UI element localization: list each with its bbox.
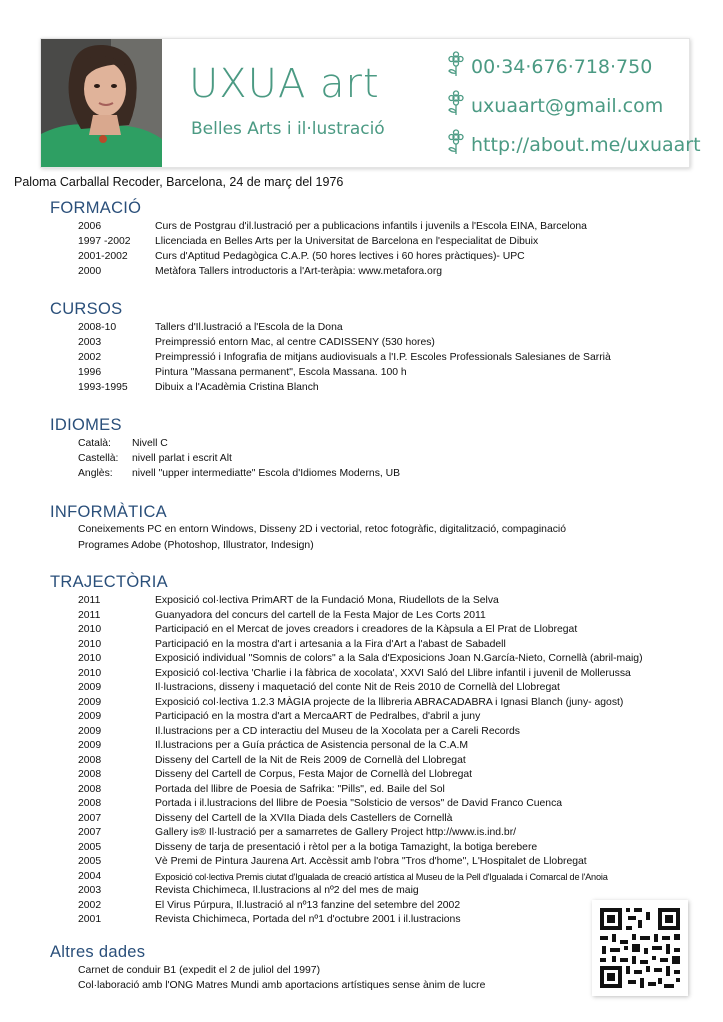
- item-year: 2008: [78, 783, 102, 795]
- item-text: Participació en el Mercat de joves creadors i creadores de la Kàpsula a El Prat de Llobregat: [155, 624, 578, 635]
- item-year: 2004: [78, 870, 102, 882]
- email-link[interactable]: uxuaart@gmail.com: [471, 94, 664, 117]
- item-year: 2007: [78, 827, 102, 838]
- item-year: 1996: [78, 367, 102, 378]
- language-level: Nivell C: [132, 438, 168, 449]
- item-text: Curs d'Aptitud Pedagògica C.A.P. (50 hores lectives i 60 hores pràctiques)- UPC: [155, 251, 525, 262]
- item-year: 2002: [78, 352, 102, 363]
- item-text: Portada del llibre de Poesia de Safrika: "Pills", ed. Baile del Sol: [155, 783, 445, 795]
- item-year: 2009: [78, 682, 102, 693]
- item-text: Il.lustracions per a CD interactiu del Museu de la Xocolata per a Careli Records: [155, 725, 521, 737]
- item-year: 2005: [78, 841, 102, 853]
- contact-email: [445, 90, 663, 121]
- item-year: 2008: [78, 754, 102, 766]
- brand-tagline: Belles Arts i il·lustració: [191, 119, 385, 139]
- item-text: Disseny del Cartell de Corpus, Festa Major de Cornellà del Llobregat: [155, 769, 473, 780]
- language-level: nivell parlat i escrit Alt: [132, 453, 232, 464]
- item-year: 2008: [78, 769, 102, 780]
- item-text: Pintura "Massana permanent", Escola Massana. 100 h: [155, 367, 407, 378]
- item-text: Exposició col·lectiva 'Charlie i la fàbrica de xocolata', XXVI Saló del Llibre infantil i juvenil de Mollerussa: [155, 667, 631, 679]
- section-heading-trajectoria: TRAJECTÒRIA: [50, 573, 168, 591]
- item-year: 2009: [78, 696, 102, 708]
- contact-phone: [445, 51, 652, 82]
- portrait-photo: [41, 39, 162, 167]
- phone-number: 00·34·676·718·750: [471, 55, 653, 78]
- item-year: 2009: [78, 711, 102, 722]
- item-text: Llicenciada en Belles Arts per la Universitat de Barcelona en l'especialitat de Dibuix: [155, 236, 539, 247]
- item-text: Participació en la mostra d'art a MercaART de Pedralbes, d'abril a juny: [155, 711, 481, 722]
- item-text: Tallers d'Il.lustració a l'Escola de la Dona: [155, 322, 343, 333]
- item-text: Participació en la mostra d'art i artesania a la Fira d'Art a l'abast de Sabadell: [155, 638, 506, 650]
- header-banner: [40, 38, 701, 168]
- item-text: Exposició col·lectiva Premis ciutat d'Igualada de creació artística al Museu de la Pell d'Igualada i Comarcal de l'Anoia: [155, 871, 608, 882]
- item-year: 2009: [78, 725, 102, 737]
- item-year: 2001: [78, 914, 102, 925]
- section-heading-cursos: CURSOS: [50, 300, 123, 318]
- web-link[interactable]: http://about.me/uxuaart: [471, 133, 701, 156]
- item-text: Exposició individual "Somnis de colors" a la Sala d'Exposicions Joan N.García-Nieto, Cornellà (abril-maig): [155, 653, 643, 664]
- item-text: Portada i il.lustracions del llibre de Poesia "Solsticio de versos" de David Franco Cuenca: [155, 798, 563, 809]
- item-year: 2008: [78, 798, 102, 809]
- item-text: Revista Chichimeca, Portada del nº1 d'octubre 2001 i il.lustracions: [155, 914, 461, 925]
- item-year: 2011: [78, 595, 101, 606]
- section-heading-altres: Altres dades: [50, 943, 146, 961]
- section-heading-formacio: FORMACIÓ: [50, 199, 142, 217]
- name-birth-line: Paloma Carballal Recoder, Barcelona, 24 de març del 1976: [14, 175, 344, 189]
- item-year: 1997 -2002: [78, 236, 131, 247]
- language-name: Castellà:: [78, 453, 119, 464]
- item-year: 2010: [78, 638, 102, 650]
- section-heading-informatica: INFORMÀTICA: [50, 503, 167, 521]
- item-text: Disseny de tarja de presentació i rètol per a la botiga Tamazight, la botiga berebere: [155, 841, 538, 853]
- item-text: Exposició col·lectiva 1.2.3 MÀGIA projecte de la llibreria ABRACADABRA i Ignasi Blanch (juny- agost): [155, 696, 624, 708]
- item-text: Disseny del Cartell de la XVIIa Diada dels Castellers de Cornellà: [155, 812, 453, 824]
- item-year: 2006: [78, 221, 102, 232]
- altres-line: Carnet de conduir B1 (expedit el 2 de juliol del 1997): [78, 965, 321, 976]
- item-year: 2010: [78, 653, 102, 664]
- item-text: Dibuix a l'Acadèmia Cristina Blanch: [155, 382, 319, 393]
- item-text: Preimpressió i Infografia de mitjans audiovisuals a l'I.P. Escoles Professionals Salesianes de Sarrià: [155, 352, 611, 363]
- qr-code: [592, 900, 688, 996]
- item-year: 2007: [78, 812, 102, 824]
- item-text: Revista Chichimeca, Il.lustracions al nº2 del mes de maig: [155, 885, 419, 896]
- brand-title: UXUA art: [189, 61, 380, 107]
- altres-line: Col·laboració amb l'ONG Matres Mundi amb aportacions artístiques sense ànim de lucre: [78, 980, 486, 991]
- informatica-line: Programes Adobe (Photoshop, Illustrator, Indesign): [78, 540, 314, 551]
- item-year: 2003: [78, 885, 102, 896]
- item-text: Il.lustracions per a Guía práctica de Asistencia personal de la C.A.M: [155, 740, 469, 751]
- item-text: Vè Premi de Pintura Jaurena Art. Accèssit amb l'obra "Tros d'home", L'Hospitalet de Llobregat: [155, 856, 587, 867]
- informatica-line: Coneixements PC en entorn Windows, Disseny 2D i vectorial, retoc fotogràfic, digitalització, compaginació: [78, 524, 567, 535]
- item-year: 2009: [78, 740, 102, 751]
- item-text: Exposició col·lectiva PrimART de la Fundació Mona, Riudellots de la Selva: [155, 595, 499, 606]
- item-text: El Virus Púrpura, Il.lustració al nº13 fanzine del setembre del 2002: [155, 899, 461, 911]
- language-level: nivell "upper intermediatte" Escola d'Idiomes Moderns, UB: [132, 468, 401, 479]
- flower-icon: [445, 129, 471, 160]
- item-text: Curs de Postgrau d'il.lustració per a publicacions infantils i juvenils a l'Escola EINA, Barcelona: [155, 221, 587, 232]
- flower-icon: [445, 90, 471, 121]
- item-text: Guanyadora del concurs del cartell de la Festa Major de Les Corts 2011: [155, 609, 486, 621]
- item-year: 1993-1995: [78, 382, 128, 393]
- contact-web: [445, 129, 701, 160]
- item-text: Disseny del Cartell de la Nit de Reis 2009 de Cornellà del Llobregat: [155, 754, 466, 766]
- item-text: Preimpressió entorn Mac, al centre CADISSENY (530 hores): [155, 337, 435, 348]
- item-year: 2001-2002: [78, 251, 128, 262]
- item-text: Metàfora Tallers introductoris a l'Art-teràpia: www.metafora.org: [155, 266, 443, 277]
- item-year: 2005: [78, 856, 102, 867]
- item-text: Il·lustracions, disseny i maquetació del conte Nit de Reis 2010 de Cornellà del Llobregat: [155, 682, 560, 693]
- item-year: 2010: [78, 667, 102, 679]
- item-year: 2003: [78, 337, 102, 348]
- item-year: 2011: [78, 609, 101, 621]
- flower-icon: [445, 51, 471, 82]
- item-year: 2008-10: [78, 322, 117, 333]
- section-heading-idiomes: IDIOMES: [50, 416, 122, 434]
- item-year: 2000: [78, 266, 102, 277]
- item-text: Gallery is® Il·lustració per a samarretes de Gallery Project http://www.is.ind.br/: [155, 827, 517, 838]
- item-year: 2010: [78, 624, 102, 635]
- language-name: Anglès:: [78, 468, 113, 479]
- item-year: 2002: [78, 899, 102, 911]
- language-name: Català:: [78, 438, 111, 449]
